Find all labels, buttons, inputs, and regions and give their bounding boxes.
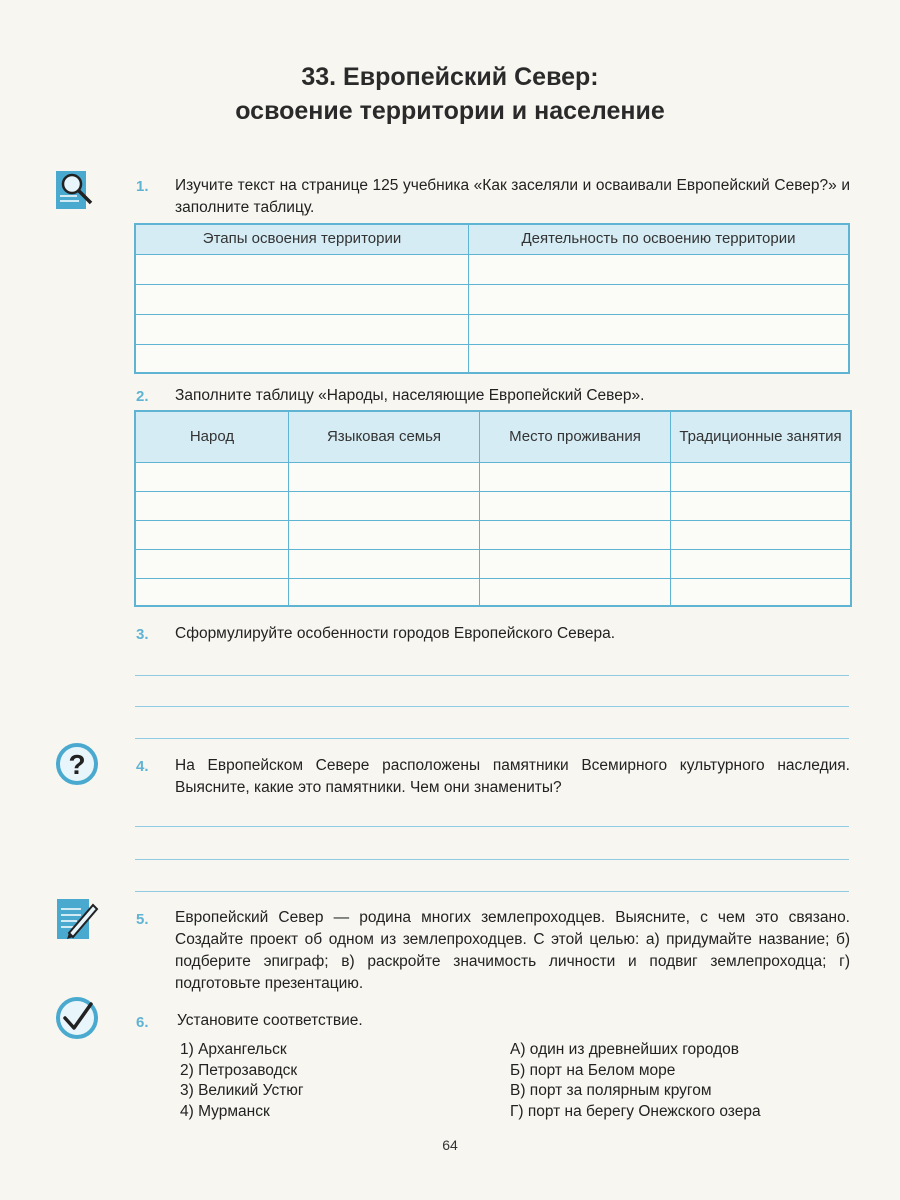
list-item: Б) порт на Белом море xyxy=(510,1061,676,1079)
list-item: Г) порт на берегу Онежского озера xyxy=(510,1102,761,1120)
stages-header-1: Этапы освоения территории xyxy=(135,224,469,254)
task-3-number: 3. xyxy=(136,626,149,643)
list-item: 2) Петрозаводск xyxy=(180,1061,298,1079)
table-cell[interactable] xyxy=(480,549,671,578)
table-cell[interactable] xyxy=(289,491,480,520)
cities-list xyxy=(180,1040,304,1122)
answer-line[interactable] xyxy=(135,738,849,739)
stages-header-2: Деятельность по освоению территории xyxy=(469,224,850,254)
title-line-2: освоение территории и население xyxy=(235,97,665,125)
list-item: 3) Великий Устюг xyxy=(180,1082,304,1099)
table-cell[interactable] xyxy=(469,254,850,284)
task-5-number: 5. xyxy=(136,911,149,928)
table-cell[interactable] xyxy=(289,520,480,549)
question-icon xyxy=(55,742,99,786)
list-item: 4) Мурманск xyxy=(180,1102,270,1120)
table-cell[interactable] xyxy=(469,344,850,373)
title-line-1: 33. Европейский Север: xyxy=(301,63,599,91)
table-cell[interactable] xyxy=(135,549,289,578)
task-5-text: Европейский Север — родина многих землепроходцев. Выясните, с чем это связано. Создайте проект об одном из землепроходцев. С этой целью: а) придумайте название; б) подберите эпиграф; в) раскройте значимость личности и подвиг землепроходца; г) подготовьте презентацию. xyxy=(175,909,850,992)
peoples-header-3: Место проживания xyxy=(480,411,671,462)
answer-line[interactable] xyxy=(135,675,849,676)
table-cell[interactable] xyxy=(480,520,671,549)
checkmark-icon xyxy=(55,996,99,1040)
table-cell[interactable] xyxy=(289,549,480,578)
table-cell[interactable] xyxy=(135,344,469,373)
table-cell[interactable] xyxy=(135,520,289,549)
pencil-note-icon xyxy=(55,897,99,941)
table-cell[interactable] xyxy=(480,578,671,606)
list-item: А) один из древнейших городов xyxy=(510,1041,739,1058)
page-title xyxy=(0,60,900,128)
task-6-number: 6. xyxy=(136,1014,149,1031)
magnifier-document-icon xyxy=(55,170,95,210)
table-cell[interactable] xyxy=(289,462,480,491)
table-cell[interactable] xyxy=(671,520,852,549)
table-cell[interactable] xyxy=(135,491,289,520)
descriptions-list xyxy=(510,1040,761,1122)
answer-line[interactable] xyxy=(135,891,849,892)
table-cell[interactable] xyxy=(135,462,289,491)
table-cell[interactable] xyxy=(469,284,850,314)
task-6-text: Установите соответствие. xyxy=(177,1012,363,1029)
list-item: В) порт за полярным кругом xyxy=(510,1082,712,1099)
answer-line[interactable] xyxy=(135,706,849,707)
list-item: 1) Архангельск xyxy=(180,1041,287,1058)
table-cell[interactable] xyxy=(671,578,852,606)
table-cell[interactable] xyxy=(480,491,671,520)
table-cell[interactable] xyxy=(135,314,469,344)
peoples-header-4: Традиционные занятия xyxy=(671,411,852,462)
peoples-table xyxy=(134,410,852,607)
peoples-header-2: Языковая семья xyxy=(289,411,480,462)
task-2-number: 2. xyxy=(136,388,149,405)
task-4-text: На Европейском Севере расположены памятники Всемирного культурного наследия. Выясните, какие это памятники. Чем они знамениты? xyxy=(175,757,850,796)
table-cell[interactable] xyxy=(671,491,852,520)
answer-line[interactable] xyxy=(135,859,849,860)
task-1-number: 1. xyxy=(136,178,149,195)
table-cell[interactable] xyxy=(469,314,850,344)
stages-table xyxy=(134,223,850,374)
task-3-text: Сформулируйте особенности городов Европейского Севера. xyxy=(175,625,616,642)
table-cell[interactable] xyxy=(289,578,480,606)
table-cell[interactable] xyxy=(671,549,852,578)
table-cell[interactable] xyxy=(135,284,469,314)
svg-text:?: ? xyxy=(68,749,86,780)
table-cell[interactable] xyxy=(135,578,289,606)
table-cell[interactable] xyxy=(671,462,852,491)
task-1-text: Изучите текст на странице 125 учебника «Как заселяли и осваивали Европейский Север?» и заполните таблицу. xyxy=(175,177,850,216)
answer-line[interactable] xyxy=(135,826,849,827)
page-number: 64 xyxy=(442,1137,458,1153)
task-2-text: Заполните таблицу «Народы, населяющие Европейский Север». xyxy=(175,387,645,404)
table-cell[interactable] xyxy=(135,254,469,284)
table-cell[interactable] xyxy=(480,462,671,491)
task-4-number: 4. xyxy=(136,758,149,775)
peoples-header-1: Народ xyxy=(135,411,289,462)
